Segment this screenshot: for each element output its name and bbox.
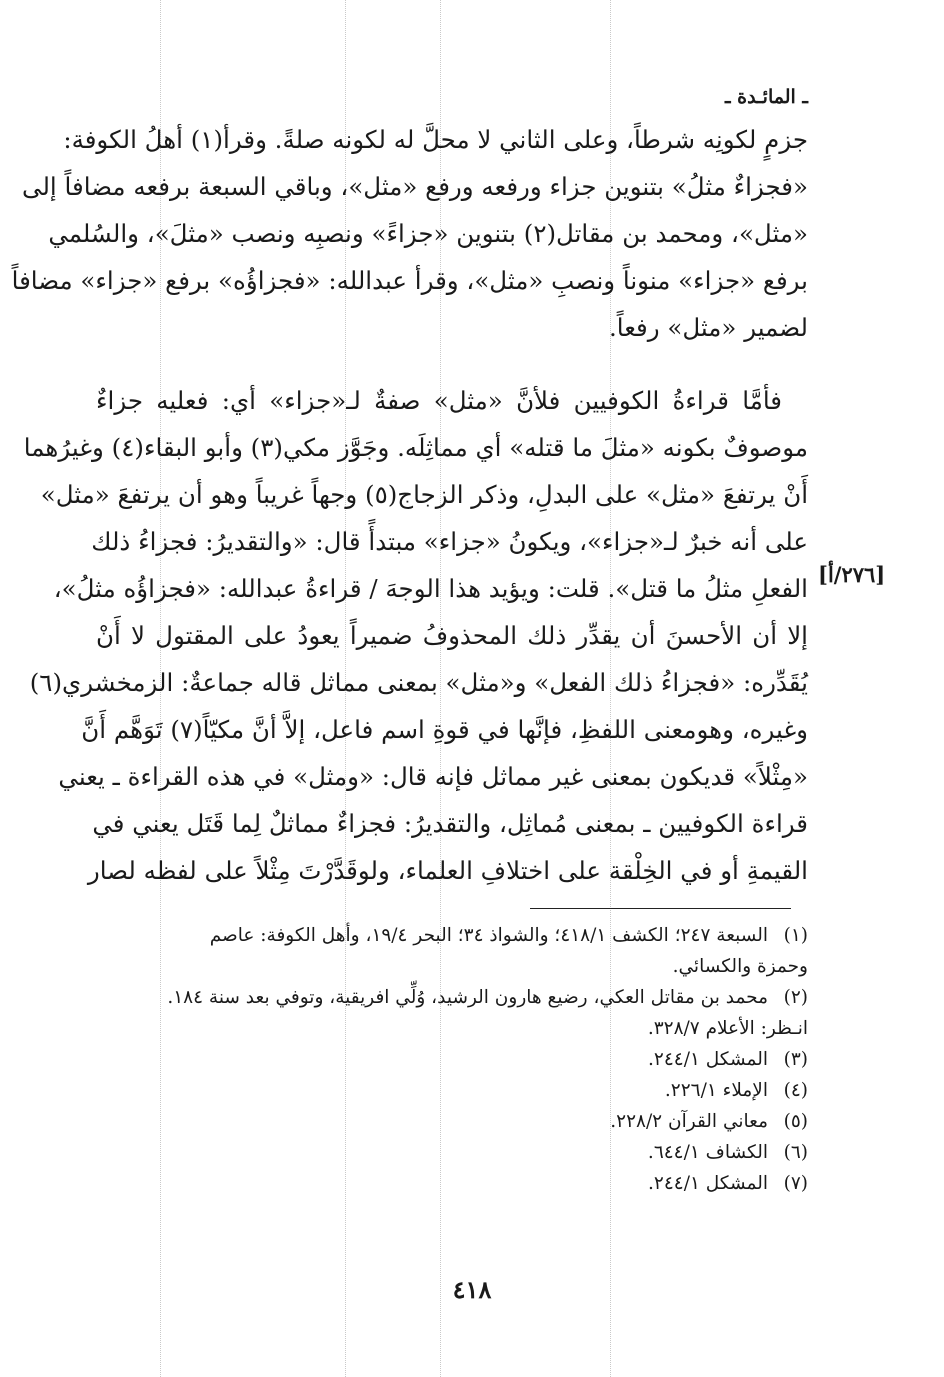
manuscript-folio-ref: [٢٧٦/أ] xyxy=(818,562,886,587)
text-line: القيمةِ أو في الخِلْقة على اختلافِ العلماء، ولوقَدَّرْتَ مِثْلاً على لفظه لصار xyxy=(87,856,808,885)
running-header: ـ المائـدة ـ xyxy=(725,86,808,108)
footnote xyxy=(96,1168,808,1199)
text-line: إلا أن الأحسنَ أن يقدِّر ذلك المحذوفُ ضميراً يعودُ على المقتول لا أَنْ xyxy=(96,621,808,650)
footnote-text: المشكل ٢٤٤/١. xyxy=(648,1173,768,1194)
text-line: «فجزاءٌ مثلُ» بتنوين جزاء ورفعه ورفع «مثل»، وباقي السبعة برفعه مضافاً إلى xyxy=(22,172,808,201)
text-line: فأمَّا قراءةُ الكوفيين فلأنَّ «مثل» صفةٌ لـ«جزاء» أي: فعليه جزاءٌ xyxy=(96,386,782,415)
page-body xyxy=(11,82,808,894)
footnote-separator xyxy=(530,908,791,909)
main-text xyxy=(11,116,808,894)
footnote xyxy=(96,1075,808,1106)
footnote-number: (٣) xyxy=(783,1049,808,1070)
text-line: «مثل»، ومحمد بن مقاتل(٢) بتنوين «جزاءً» ونصبِه ونصب «مثلَ»، والسُلمي xyxy=(48,219,808,248)
footnote-number: (٦) xyxy=(783,1142,808,1163)
page-number: ٤١٨ xyxy=(452,1275,492,1304)
text-line: وغيره، وهومعنى اللفظِ، فإنَّها في قوةِ اسم فاعل، إلاَّ أنَّ مكيّاً(٧) تَوَهَّم أَنَّ xyxy=(81,715,808,744)
text-line: جزمٍ لكونِه شرطاً، وعلى الثاني لا محلَّ له لكونه صلةً. وقرأ(١) أهلُ الكوفة: xyxy=(63,125,808,154)
text-line: برفع «جزاء» منوناً ونصبِ «مثل»، وقرأ عبدالله: «فجزاؤُه» برفع «جزاء» مضافاً xyxy=(11,266,808,295)
footnote xyxy=(96,1106,808,1137)
footnote-number: (٧) xyxy=(783,1173,808,1194)
footnote-number: (١) xyxy=(783,925,808,946)
text-line: «مِثْلاً» قديكون بمعنى غير مماثل فإنه قال: «ومثل» في هذه القراءة ـ يعني xyxy=(58,762,808,791)
text-line: لضمير «مثل» رفعاً. xyxy=(608,313,808,342)
text-line: أَنْ يرتفعَ «مثل» على البدلِ، وذكر الزجاج(٥) وجهاً غريباً وهو أن يرتفعَ «مثل» xyxy=(40,480,808,509)
footnote-text: الكشاف ٦٤٤/١. xyxy=(647,1142,768,1163)
footnote-text: السبعة ٢٤٧؛ الكشف ٤١٨/١؛ والشواذ ٣٤؛ البحر ١٩/٤، وأهل الكوفة: عاصم xyxy=(209,925,768,946)
footnote-text: محمد بن مقاتل العكي، رضيع هارون الرشيد، وُلِّي افريقية، وتوفي بعد سنة ١٨٤. xyxy=(167,987,768,1008)
footnote-number: (٢) xyxy=(783,987,808,1008)
text-line: الفعلِ مثلُ ما قتل». قلت: ويؤيد هذا الوجهَ / قراءةُ عبدالله: «فجزاؤُه مثلُ»، xyxy=(53,574,808,603)
footnote xyxy=(96,1137,808,1168)
footnote-number: (٤) xyxy=(783,1080,808,1101)
text-line: قراءة الكوفيين ـ بمعنى مُماثِل، والتقديرُ: فجزاءٌ مماثلٌ لِما قَتَل يعني في xyxy=(92,809,808,838)
footnote-text: الإملاء ٢٢٦/١. xyxy=(664,1080,768,1101)
footnotes xyxy=(96,920,808,1199)
footnote xyxy=(96,1044,808,1075)
footnote-number: (٥) xyxy=(783,1111,808,1132)
footnote-text: المشكل ٢٤٤/١. xyxy=(648,1049,768,1070)
footnote xyxy=(96,920,808,951)
footnote-text: معاني القرآن ٢٢٨/٢. xyxy=(610,1111,768,1132)
footnote-continuation: انـظر: الأعلام ٣٢٨/٧. xyxy=(647,1018,808,1039)
footnote xyxy=(96,982,808,1013)
footnote-continuation: وحمزة والكسائي. xyxy=(672,956,808,977)
text-line: موصوفٌ بكونه «مثلَ ما قتله» أي مماثِلَه. وجَوَّز مكي(٣) وأبو البقاء(٤) وغيرُهما xyxy=(23,433,808,462)
text-line: على أنه خبرٌ لـ«جزاء»، ويكونُ «جزاء» مبتدأً قال: «والتقديرُ: فجزاءُ ذلك xyxy=(91,527,808,556)
text-line: يُقَدِّره: «فجزاءُ ذلك الفعل» و«مثل» بمعنى مماثل قاله جماعةٌ: الزمخشري(٦) xyxy=(29,668,808,697)
